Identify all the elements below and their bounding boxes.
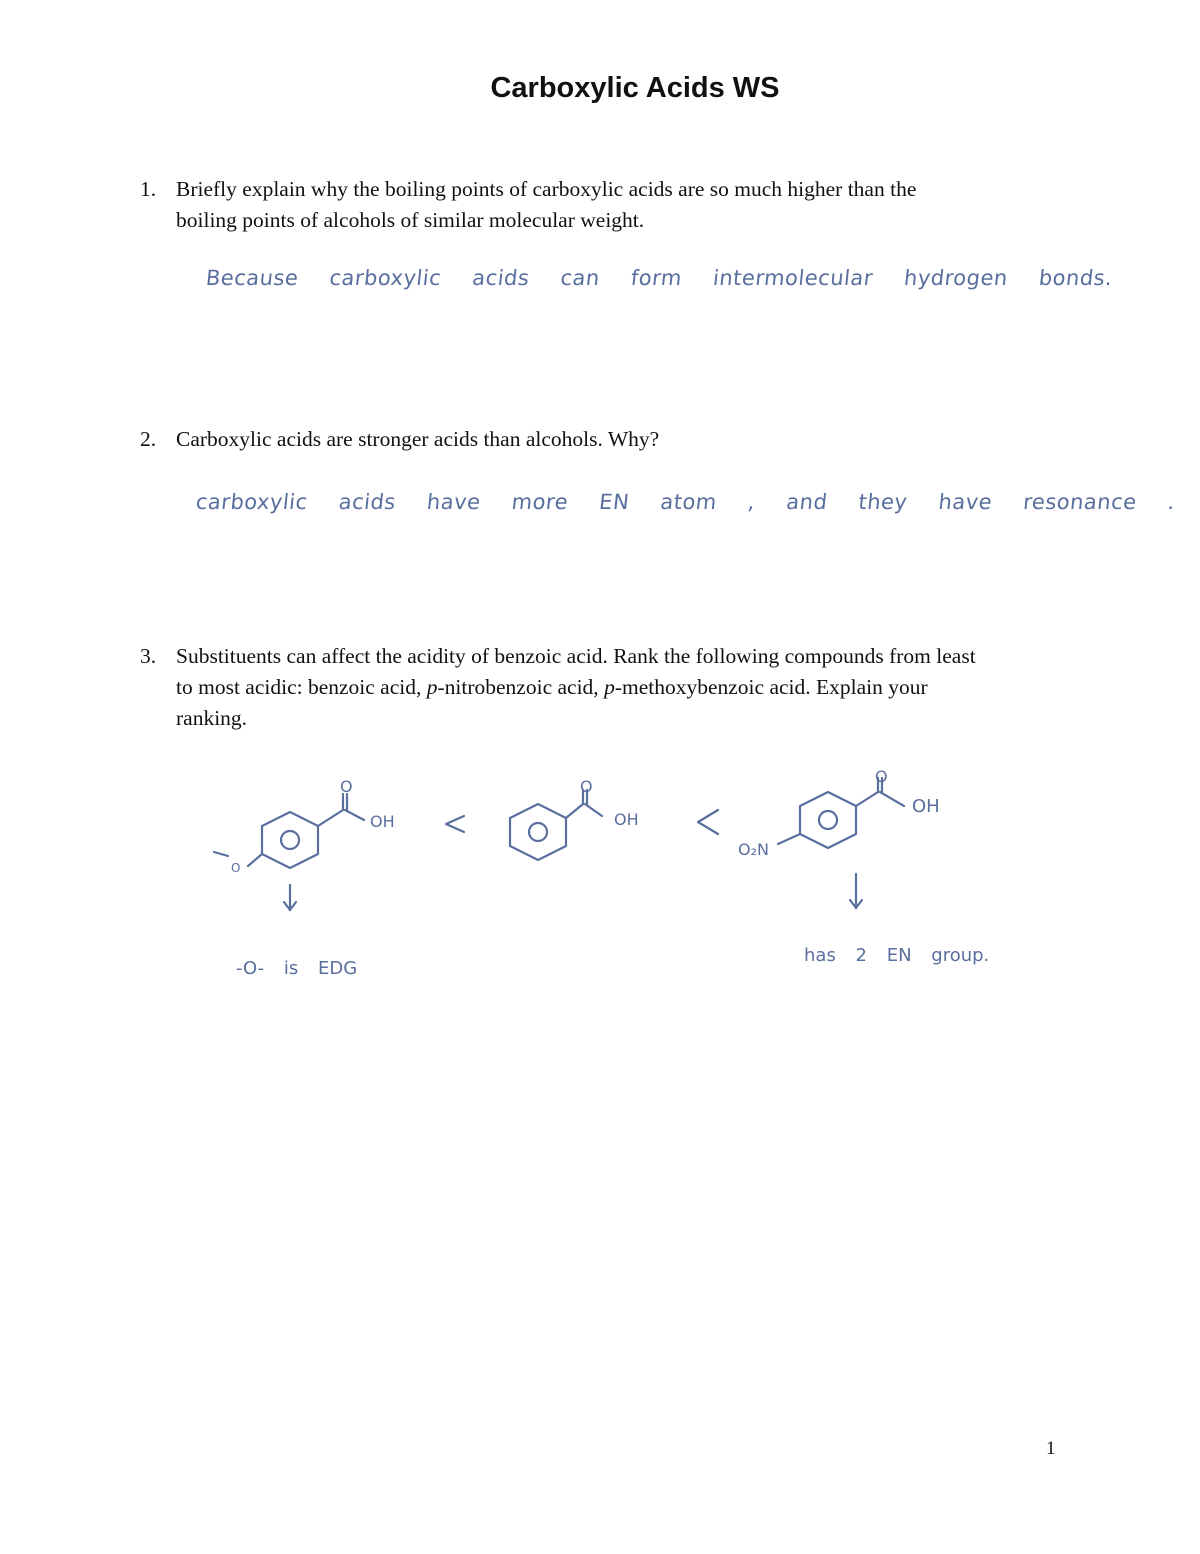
methoxybenzoic-acid-structure (214, 794, 364, 910)
oxygen-label: O (875, 767, 888, 786)
acidity-ranking-drawing (0, 760, 1200, 1020)
hydroxyl-label: OH (614, 810, 639, 829)
less-than-sign (698, 810, 718, 834)
question-number: 3. (140, 644, 157, 668)
question-number: 1. (140, 177, 157, 201)
handwritten-answer-1: Because carboxylic acids can form intermolecular hydrogen bonds. (204, 266, 1114, 290)
benzoic-acid-structure (510, 790, 602, 860)
question-text-line: Briefly explain why the boiling points of carboxylic acids are so much higher than the (176, 177, 917, 201)
note-methoxy-edg: -O- is EDG (236, 958, 358, 979)
nitro-label: O₂N (738, 840, 769, 859)
oxygen-label: O (231, 861, 241, 875)
question-text-line: Carboxylic acids are stronger acids than alcohols. Why? (176, 427, 660, 451)
oxygen-label: O (340, 777, 353, 796)
handwritten-answer-2: carboxylic acids have more EN atom , and they have resonance . (194, 490, 1177, 514)
hydroxyl-label: OH (912, 796, 940, 817)
note-nitro-en: has 2 EN group. (804, 945, 990, 966)
question-text-line: to most acidic: benzoic acid, p-nitrobenzoic acid, p-methoxybenzoic acid. Explain your (176, 675, 928, 699)
oxygen-label: O (580, 777, 593, 796)
nitrobenzoic-acid-structure (778, 778, 904, 908)
page-number: 1 (1046, 1438, 1056, 1459)
hydroxyl-label: OH (370, 812, 395, 831)
question-text-line: boiling points of alcohols of similar molecular weight. (176, 208, 645, 232)
page-title: Carboxylic Acids WS (490, 72, 780, 104)
less-than-sign (446, 816, 464, 832)
question-text-line: Substituents can affect the acidity of benzoic acid. Rank the following compounds from least (176, 644, 976, 668)
question-text-line: ranking. (176, 706, 248, 730)
question-number: 2. (140, 427, 157, 451)
